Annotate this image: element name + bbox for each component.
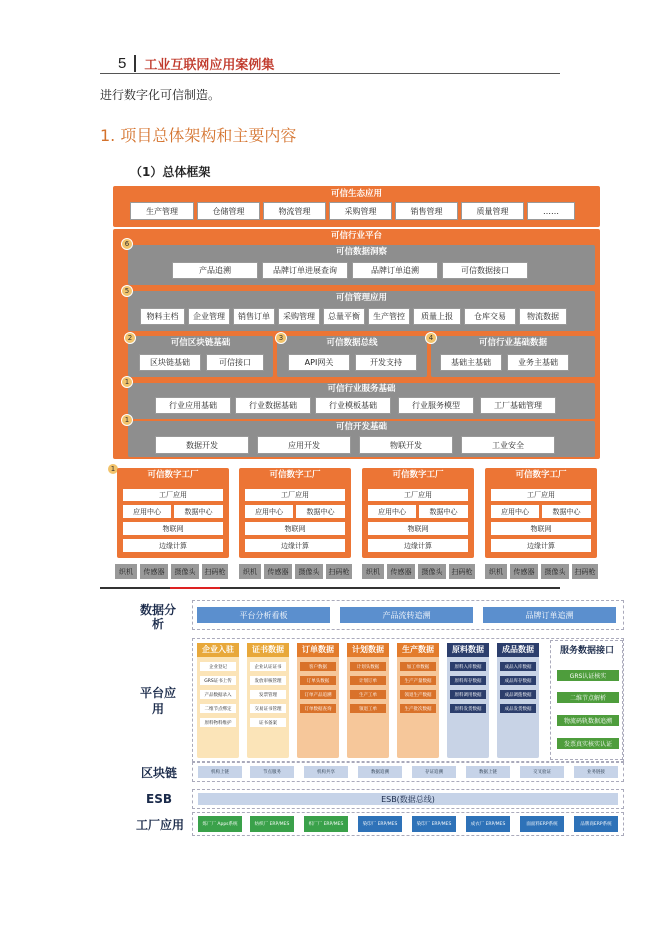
insight-item: 产品追溯 <box>172 262 258 279</box>
column-shengchan <box>397 643 439 758</box>
service-item: 行业服务模型 <box>398 397 474 414</box>
ecosystem-title: 可信生态应用 <box>330 189 382 199</box>
column-item: 企业认证证书 <box>250 662 286 671</box>
column-item: 交易证书管理 <box>250 704 286 713</box>
column-yuanliao <box>447 643 489 758</box>
blockchain-item: 可信接口 <box>206 354 264 371</box>
eco-item: 仓储管理 <box>197 202 260 220</box>
platform-title: 可信行业平台 <box>330 231 382 241</box>
factory-c1: 应用中心 <box>491 505 539 518</box>
device: 织机 <box>239 564 261 579</box>
device: 扫码枪 <box>202 564 228 579</box>
device: 扫码枪 <box>449 564 475 579</box>
dev-item: 物联开发 <box>359 436 453 454</box>
device: 摄像头 <box>418 564 446 579</box>
factory-edge: 边缘计算 <box>491 539 591 552</box>
column-item: 订单数据查询 <box>300 704 336 713</box>
column-item: 领退生产数据 <box>400 690 436 699</box>
figure-divider-accent <box>170 587 220 589</box>
service-interface-item: 二维节点解析 <box>557 692 619 703</box>
factory-title: 可信数字工厂 <box>515 470 567 480</box>
insight-title: 可信数据洞察 <box>335 247 387 257</box>
chain-item: 节点服务 <box>250 766 294 778</box>
factory-app-item: 成衣厂 ERP/MES <box>466 816 510 832</box>
factory-app-item: 面面料ERP系统 <box>520 816 564 832</box>
blockchain-item: 区块链基础 <box>139 354 201 371</box>
column-item: 原料入库数据 <box>450 662 486 671</box>
factory-edge: 边缘计算 <box>368 539 468 552</box>
bus-item: 开发支持 <box>355 354 417 371</box>
column-title: 计划数据 <box>347 643 389 657</box>
factory-iot: 物联网 <box>123 522 223 535</box>
layer-label-factory: 工厂应用 <box>135 818 184 832</box>
device: 扫码枪 <box>572 564 598 579</box>
service-interface-item: 发票真实核实认证 <box>557 738 619 749</box>
device: 摄像头 <box>541 564 569 579</box>
insight-item: 品牌订单追溯 <box>352 262 438 279</box>
column-title: 证书数据 <box>247 643 289 657</box>
column-item: 企业登记 <box>200 662 236 671</box>
column-item: 原料发货数据 <box>450 704 486 713</box>
column-item: 成品发货数据 <box>500 704 536 713</box>
column-chengpin <box>497 643 539 758</box>
column-item: 生产产量数据 <box>400 676 436 685</box>
mgmt-item: 物流数据 <box>519 308 567 325</box>
factory-app: 工厂应用 <box>368 489 468 501</box>
column-zhengshu <box>247 643 289 758</box>
factory-app-item: 染印厂 ERP/MES <box>412 816 456 832</box>
factory-app: 工厂应用 <box>123 489 223 501</box>
chain-item: 数据追溯 <box>358 766 402 778</box>
column-item: 二维节点绑定 <box>200 704 236 713</box>
badge: 3 <box>275 332 287 344</box>
device: 摄像头 <box>171 564 199 579</box>
mgmt-item: 总量平衡 <box>323 308 365 325</box>
column-item: 生产工单 <box>350 690 386 699</box>
header-title: 工业互联网应用案例集 <box>144 58 275 73</box>
badge: 1 <box>121 414 133 426</box>
column-item: 成品调拨数据 <box>500 690 536 699</box>
column-item: 加工单数据 <box>400 662 436 671</box>
factory-app: 工厂应用 <box>491 489 591 501</box>
factory-app-item: 品牌商ERP系统 <box>574 816 618 832</box>
service-item: 行业数据基础 <box>235 397 311 414</box>
layer-label-esb: ESB <box>146 792 172 806</box>
column-item: 计划订单 <box>350 676 386 685</box>
device: 扫码枪 <box>326 564 352 579</box>
column-title: 订单数据 <box>297 643 339 657</box>
column-item: 原料调用数据 <box>450 690 486 699</box>
layer-label-platform: 平台应用 <box>139 686 176 716</box>
service-item: 工厂基础管理 <box>480 397 556 414</box>
badge: 5 <box>121 285 133 297</box>
badge: 6 <box>121 238 133 250</box>
service-interface-item: 物流码轨数据追溯 <box>557 715 619 726</box>
factory-app-item: 纺织厂 ERP/MES <box>250 816 294 832</box>
layer-label-analysis: 数据分析 <box>139 603 176 631</box>
chain-item: 业务链接 <box>574 766 618 778</box>
column-dingdan <box>297 643 339 758</box>
eco-item: 采购管理 <box>329 202 392 220</box>
column-item: 发票管理 <box>250 690 286 699</box>
service-title: 可信行业服务基础 <box>327 384 396 394</box>
factory-app-item: 染印厂 ERP/MES <box>358 816 402 832</box>
mgmt-item: 生产管控 <box>368 308 410 325</box>
section-title: 1. 项目总体架构和主要内容 <box>100 126 297 145</box>
device: 摄像头 <box>295 564 323 579</box>
blockchain-title: 可信区块链基础 <box>170 338 231 348</box>
column-item: 证书备案 <box>250 718 286 727</box>
device: 传感器 <box>387 564 415 579</box>
service-item: 行业应用基础 <box>155 397 231 414</box>
device: 织机 <box>485 564 507 579</box>
badge: 4 <box>425 332 437 344</box>
device: 织机 <box>362 564 384 579</box>
factory-c2: 数据中心 <box>174 505 223 518</box>
basedata-title: 可信行业基础数据 <box>478 338 547 348</box>
factory-app: 工厂应用 <box>245 489 345 501</box>
dev-title: 可信开发基础 <box>335 422 387 432</box>
esb-bar: ESB(数据总线) <box>198 793 618 805</box>
column-title: 原料数据 <box>447 643 489 657</box>
column-item: 成品库存数据 <box>500 676 536 685</box>
chain-item: 机构共享 <box>304 766 348 778</box>
factory-title: 可信数字工厂 <box>392 470 444 480</box>
factory-c1: 应用中心 <box>245 505 293 518</box>
column-title: 成品数据 <box>497 643 539 657</box>
badge: 1 <box>121 376 133 388</box>
analysis-item: 品牌订单追溯 <box>483 607 616 623</box>
analysis-item: 产品流转追溯 <box>340 607 473 623</box>
factory-app-item: 炼厂厂 Apps系统 <box>198 816 242 832</box>
eco-item: …… <box>527 202 575 220</box>
basedata-item: 业务主基础 <box>507 354 569 371</box>
insight-item: 品牌订单进展查询 <box>262 262 348 279</box>
column-item: 客户数据 <box>300 662 336 671</box>
dev-item: 应用开发 <box>257 436 351 454</box>
mgmt-item: 物料主档 <box>140 308 185 325</box>
mgmt-item: 仓库交易 <box>464 308 516 325</box>
eco-item: 销售管理 <box>395 202 458 220</box>
header-rule <box>100 73 560 74</box>
column-item: 计划头数据 <box>350 662 386 671</box>
body-paragraph: 进行数字化可信制造。 <box>100 88 221 102</box>
chain-item: 存证追溯 <box>412 766 456 778</box>
badge: 1 <box>107 463 119 475</box>
subsection-title: （1）总体框架 <box>130 165 211 179</box>
factory-title: 可信数字工厂 <box>147 470 199 480</box>
column-item: 产品数据录入 <box>200 690 236 699</box>
column-item: 领退工单 <box>350 704 386 713</box>
layer-label-blockchain: 区块链 <box>140 766 177 780</box>
factory-title: 可信数字工厂 <box>269 470 321 480</box>
bus-title: 可信数据总线 <box>326 338 378 348</box>
column-item: 成品入库数据 <box>500 662 536 671</box>
mgmt-item: 质量上报 <box>413 308 461 325</box>
chain-item: 机构上链 <box>198 766 242 778</box>
column-item: 生产批次数据 <box>400 704 436 713</box>
service-interface-title: 服务数据接口 <box>559 646 614 656</box>
column-item: GRS证书上传 <box>200 676 236 685</box>
chain-item: 数据上链 <box>466 766 510 778</box>
analysis-item: 平台分析看板 <box>197 607 330 623</box>
column-jihua <box>347 643 389 758</box>
factory-app-item: 织厂厂 ERP/MES <box>304 816 348 832</box>
page-header <box>118 54 274 73</box>
eco-item: 质量管理 <box>461 202 524 220</box>
eco-item: 生产管理 <box>130 202 194 220</box>
chain-item: 交叉验证 <box>520 766 564 778</box>
factory-edge: 边缘计算 <box>123 539 223 552</box>
column-item: 原料物料维护 <box>200 718 236 727</box>
factory-iot: 物联网 <box>491 522 591 535</box>
factory-iot: 物联网 <box>245 522 345 535</box>
mgmt-item: 销售订单 <box>233 308 275 325</box>
factory-c2: 数据中心 <box>296 505 345 518</box>
column-title: 企业入驻 <box>197 643 239 657</box>
column-item: 发放审核管理 <box>250 676 286 685</box>
badge: 2 <box>124 332 136 344</box>
basedata-item: 基础主基础 <box>440 354 502 371</box>
column-item: 订单产品追溯 <box>300 690 336 699</box>
dev-item: 数据开发 <box>155 436 249 454</box>
factory-c2: 数据中心 <box>419 505 468 518</box>
device: 织机 <box>115 564 137 579</box>
figure-divider <box>100 587 560 589</box>
column-item: 订单头数据 <box>300 676 336 685</box>
column-title: 生产数据 <box>397 643 439 657</box>
mgmt-title: 可信管理应用 <box>335 293 387 303</box>
bus-item: API网关 <box>288 354 350 371</box>
device: 传感器 <box>510 564 538 579</box>
device: 传感器 <box>264 564 292 579</box>
service-interface-item: GRS认证核实 <box>557 670 619 681</box>
dev-item: 工业安全 <box>461 436 555 454</box>
mgmt-item: 采购管理 <box>278 308 320 325</box>
page-number: 5 <box>118 55 127 72</box>
factory-c2: 数据中心 <box>542 505 591 518</box>
factory-iot: 物联网 <box>368 522 468 535</box>
device: 传感器 <box>140 564 168 579</box>
insight-item: 可信数据接口 <box>442 262 528 279</box>
mgmt-item: 企业管理 <box>188 308 230 325</box>
column-item: 原料库存数据 <box>450 676 486 685</box>
factory-c1: 应用中心 <box>123 505 171 518</box>
factory-c1: 应用中心 <box>368 505 416 518</box>
eco-item: 物流管理 <box>263 202 326 220</box>
service-item: 行业模板基础 <box>315 397 391 414</box>
column-qiye <box>197 643 239 758</box>
header-divider <box>134 55 136 72</box>
factory-edge: 边缘计算 <box>245 539 345 552</box>
